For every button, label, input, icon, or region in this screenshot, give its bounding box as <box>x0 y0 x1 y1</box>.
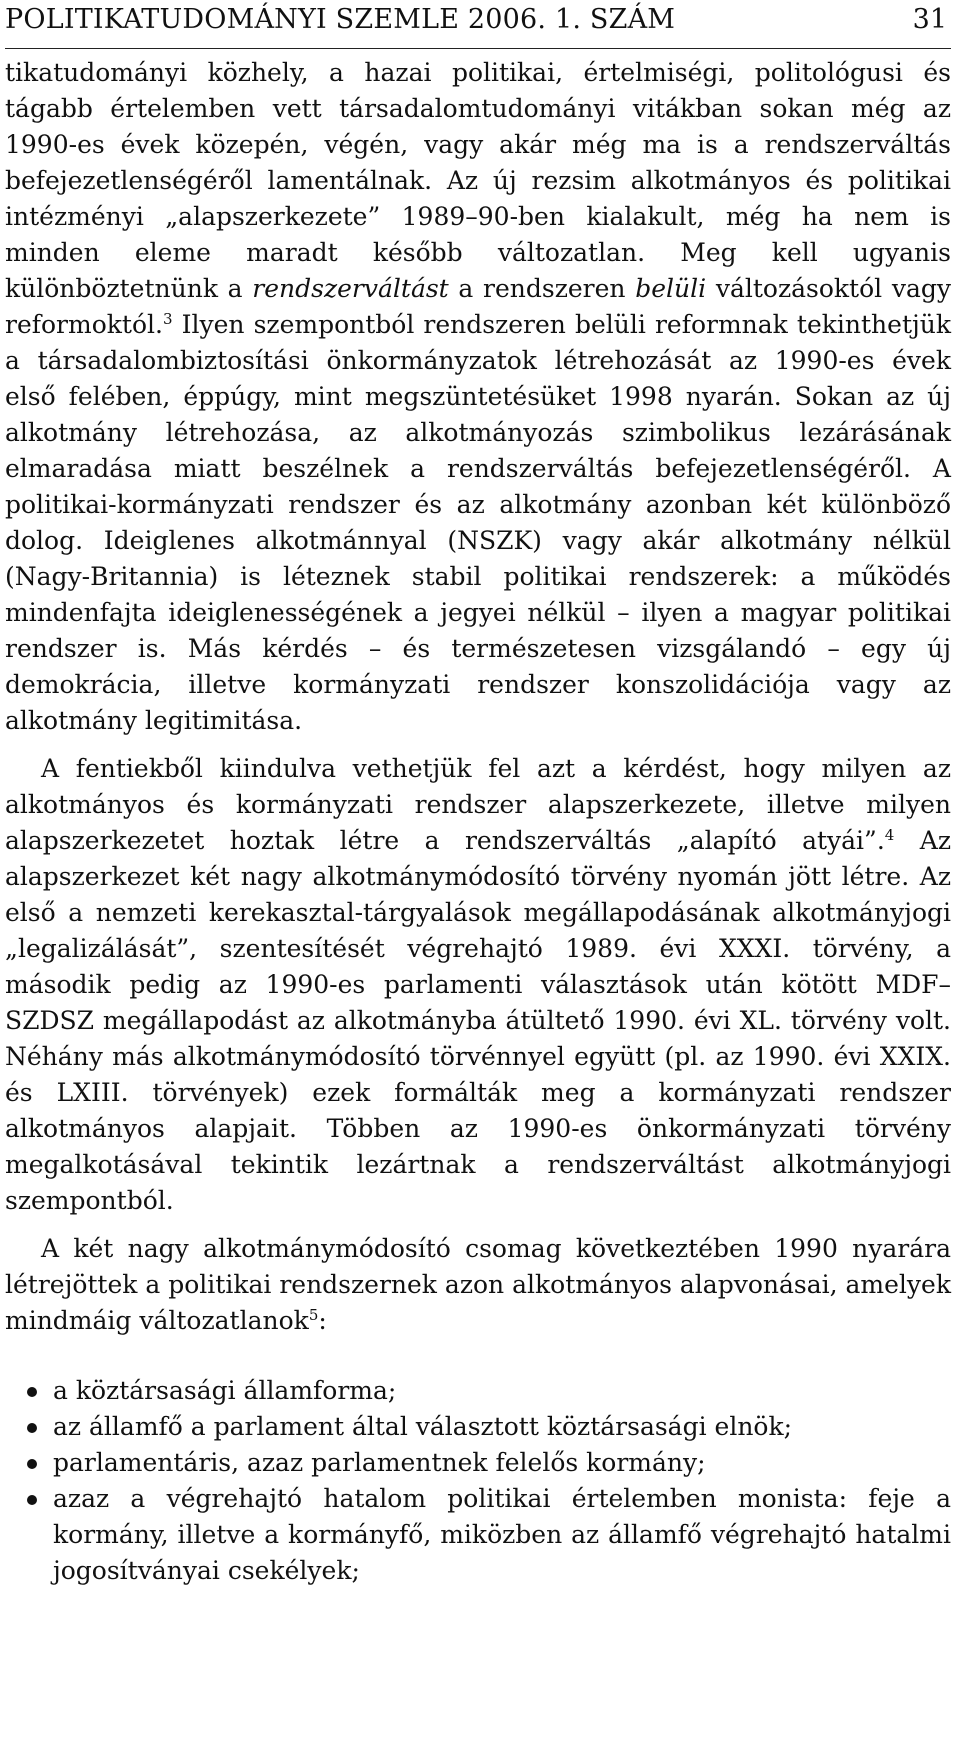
bullet-list <box>5 1373 951 1589</box>
paragraph <box>5 751 951 1219</box>
text-run: Az alapszerkezet két nagy alkotmánymódosító törvény nyomán jött létre. Az első a nemzeti kerekasztal-tárgyalások megállapodásának alkotmányjogi „legalizálását”, szentesítését végrehajtó 1989. évi XXXI. törvény, a második pedig az 1990-es parlamenti választások után kötött MDF–SZDSZ megállapodást az alkotmányba átültető 1990. évi XL. törvény volt. Néhány más alkotmánymódosító törvénnyel együtt (pl. az 1990. évi XXIX. és LXIII. törvények) ezek formálták meg a kormányzati rendszer alkotmányos alapjait. Többen az 1990-es önkormányzati törvény megalkotásával tekintik lezártnak a rendszerváltást alkotmányjogi szempontból. <box>5 826 951 1215</box>
footnote-ref: 4 <box>884 826 895 844</box>
paragraph <box>5 55 951 739</box>
footnote-ref: 5 <box>308 1306 319 1324</box>
bullet-dot-icon <box>27 1459 37 1469</box>
italic-emphasis: belüli <box>635 274 707 303</box>
list-item-text: az államfő a parlament által választott köztársasági elnök; <box>53 1412 793 1441</box>
text-run: tikatudományi közhely, a hazai politikai, értelmiségi, politológusi és tágabb értelemben vett társadalomtudományi vitákban sokan még az 1990-es évek közepén, végén, vagy akár még ma is a rendszerváltás befejezetlenségéről lamentálnak. Az új rezsim alkotmányos és politikai intézményi „alapszerkezete” 1989–90-ben kialakult, még ha nem is minden eleme maradt később változatlan. Meg kell ugyanis különböztetnünk a <box>5 58 951 303</box>
journal-title: POLITIKATUDOMÁNYI SZEMLE 2006. 1. SZÁM <box>5 4 676 35</box>
bullet-dot-icon <box>27 1387 37 1397</box>
list-item-text: azaz a végrehajtó hatalom politikai értelemben monista: feje a kormány, illetve a kormányfő, miközben az államfő végrehajtó hatalmi jogosítványai csekélyek; <box>53 1484 951 1585</box>
list-item <box>5 1445 951 1481</box>
paragraph <box>5 1231 951 1339</box>
italic-emphasis: rendszerváltást <box>252 274 449 303</box>
text-run: a rendszeren <box>448 274 636 303</box>
text-run: : <box>318 1306 327 1335</box>
text-run: változásoktól vagy reformoktól. <box>5 274 951 339</box>
list-item <box>5 1373 951 1409</box>
list-item <box>5 1481 951 1589</box>
text-run: A fentiekből kiindulva vethetjük fel azt a kérdést, hogy milyen az alkotmányos és kormányzati rendszer alapszerkezete, illetve milyen alapszerkezetet hoztak létre a rendszerváltás „alapító atyái”. <box>5 754 951 855</box>
list-item-text: parlamentáris, azaz parlamentnek felelős kormány; <box>53 1448 706 1477</box>
text-run: Ilyen szempontból rendszeren belüli reformnak tekinthetjük a társadalombiztosítási önkormányzatok létrehozását az 1990-es évek első felében, éppúgy, mint megszüntetésüket 1998 nyarán. Sokan az új alkotmány létrehozása, az alkotmányozás szimbolikus lezárásának elmaradása miatt beszélnek a rendszerváltás befejezetlenségéről. A politikai-kormányzati rendszer és az alkotmány azonban két különböző dolog. Ideiglenes alkotmánnyal (NSZK) vagy akár alkotmány nélkül (Nagy-Britannia) is léteznek stabil politikai rendszerek: a működés mindenfajta ideiglenességének a jegyei nélkül – ilyen a magyar politikai rendszer is. Más kérdés – és természetesen vizsgálandó – egy új demokrácia, illetve kormányzati rendszer konszolidációja vagy az alkotmány legitimitása. <box>5 310 951 735</box>
running-head <box>5 0 951 49</box>
page-number: 31 <box>912 4 947 35</box>
footnote-ref: 3 <box>162 310 173 328</box>
list-item <box>5 1409 951 1445</box>
list-item-text: a köztársasági államforma; <box>53 1376 397 1405</box>
bullet-dot-icon <box>27 1495 37 1505</box>
bullet-dot-icon <box>27 1423 37 1433</box>
text-run: A két nagy alkotmánymódosító csomag következtében 1990 nyarára létrejöttek a politikai rendszernek azon alkotmányos alapvonásai, amelyek mindmáig változatlanok <box>5 1234 951 1335</box>
body-text <box>5 55 951 1339</box>
